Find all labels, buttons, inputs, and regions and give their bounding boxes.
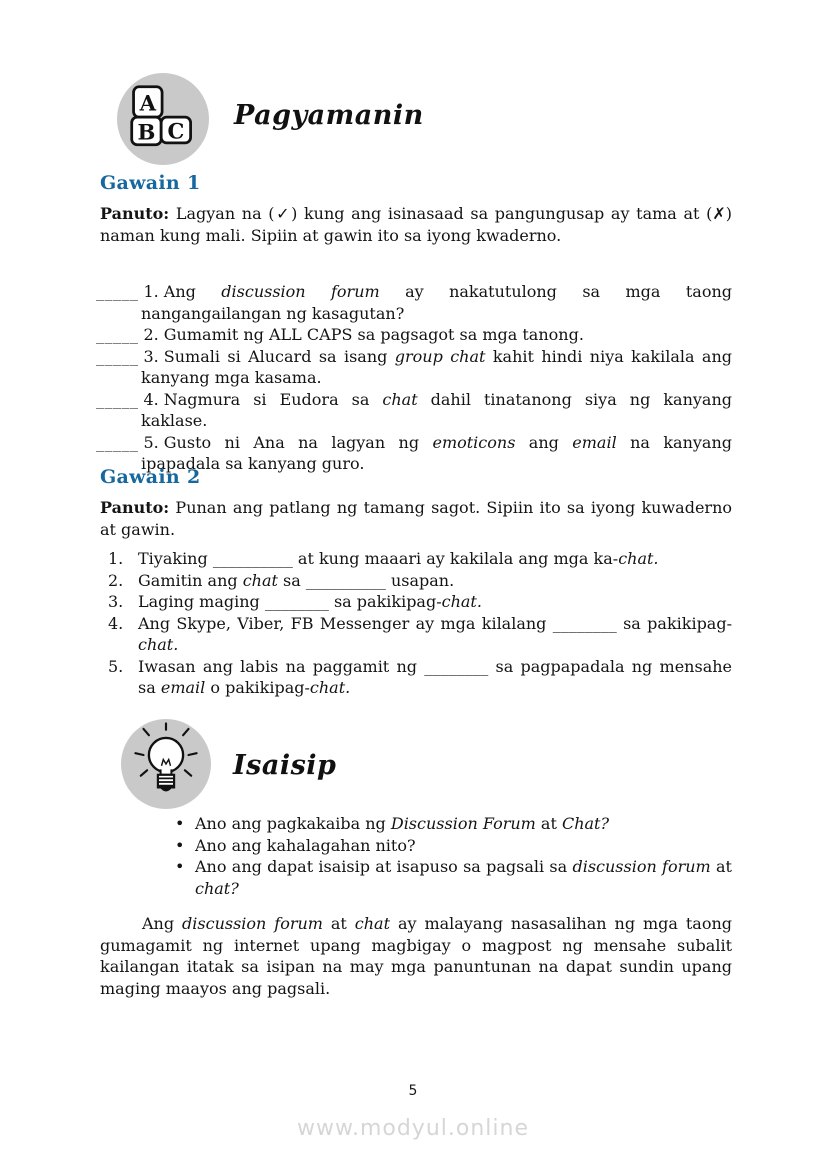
answer-blank: _____ — [96, 346, 139, 366]
answer-blank: _____ — [96, 389, 139, 409]
bullet-icon: • — [175, 814, 185, 833]
question-item — [100, 813, 732, 835]
section-title-isaisip: Isaisip — [233, 750, 337, 781]
item-text: Ang Skype, Viber, FB Messenger ay mga kilalang ________ sa pakikipag-chat. — [138, 613, 732, 654]
item-text: Sumali si Alucard sa isang group chat kahit hindi niya kakilala ang kanyang mga kasama. — [141, 346, 733, 387]
isaisip-question-list — [100, 813, 732, 899]
bullet-icon: • — [175, 835, 185, 855]
lightbulb-icon — [121, 719, 211, 809]
gawain-1-list — [96, 281, 732, 475]
question-item — [100, 835, 732, 857]
item-number: 5. — [143, 432, 159, 452]
question-text: Ano ang dapat isaisip at isapuso sa pagsali sa discussion forum at chat? — [195, 857, 732, 898]
abc-blocks-icon — [117, 73, 209, 165]
svg-text:A: A — [139, 90, 157, 116]
section-title-pagyamanin: Pagyamanin — [234, 100, 424, 131]
gawain-2-heading: Gawain 2 — [100, 466, 201, 488]
item-text: Iwasan ang labis na paggamit ng ________ sa pagpapadala ng mensahe sa email o pakikipag-chat. — [138, 656, 732, 697]
question-text: Ano ang pagkakaiba ng Discussion Forum at Chat? — [195, 814, 610, 833]
true-false-item — [96, 346, 732, 389]
bullet-icon: • — [175, 857, 185, 876]
item-number: 2. — [143, 325, 159, 344]
item-text: Nagmura si Eudora sa chat dahil tinatanong siya ng kanyang kaklase. — [141, 389, 732, 430]
fill-in-blank-item — [108, 591, 732, 613]
fill-in-blank-item — [108, 656, 732, 699]
item-text: Gamitin ang chat sa __________ usapan. — [138, 570, 455, 590]
item-number: 4. — [108, 613, 124, 633]
fill-in-blank-item — [108, 613, 732, 656]
svg-text:B: B — [137, 119, 156, 145]
item-text: Ang discussion forum ay nakatutulong sa mga taong nangangailangan ng kasagutan? — [141, 282, 733, 323]
true-false-item — [96, 324, 732, 346]
item-number: 4. — [143, 389, 159, 409]
answer-blank: _____ — [96, 325, 139, 344]
item-number: 5. — [108, 656, 124, 676]
answer-blank: _____ — [96, 432, 139, 452]
gawain-2-list — [108, 548, 732, 699]
closing-paragraph: Ang discussion forum at chat ay malayang nasasalihan ng mga taong gumagamit ng internet upang magbigay o magpost ng mensahe subalit kailangan itatak sa isipan na may mga panuntunan na dapat sundin upang maging maayos ang pagsali. — [100, 914, 733, 998]
true-false-item — [96, 389, 732, 432]
item-number: 1. — [108, 549, 124, 568]
gawain-1-instructions: Panuto: Lagyan na (✓) kung ang isinasaad sa pangungusap ay tama at (✗) naman kung mali. Sipiin at gawin ito sa iyong kwaderno. — [100, 204, 733, 245]
item-text: Gumamit ng ALL CAPS sa pagsagot sa mga tanong. — [163, 325, 584, 344]
item-number: 2. — [108, 570, 124, 590]
item-number: 3. — [143, 346, 159, 366]
answer-blank: _____ — [96, 282, 139, 301]
svg-text:C: C — [167, 118, 185, 144]
item-text: Gusto ni Ana na lagyan ng emoticons ang email na kanyang ipapadala sa kanyang guro. — [141, 432, 732, 473]
true-false-item — [96, 281, 732, 324]
item-text: Laging maging ________ sa pakikipag-chat. — [138, 592, 482, 611]
item-number: 3. — [108, 592, 124, 611]
fill-in-blank-item — [108, 570, 732, 592]
fill-in-blank-item — [108, 548, 732, 570]
item-text: Tiyaking __________ at kung maaari ay kakilala ang mga ka-chat. — [138, 549, 659, 568]
gawain-1-heading: Gawain 1 — [100, 172, 201, 194]
question-item — [100, 856, 732, 899]
item-number: 1. — [143, 282, 159, 301]
gawain-2-instructions: Panuto: Punan ang patlang ng tamang sagot. Sipiin ito sa iyong kuwaderno at gawin. — [100, 498, 732, 539]
page-number: 5 — [408, 1083, 418, 1099]
question-text: Ano ang kahalagahan nito? — [195, 835, 416, 855]
watermark-text: www.modyul.online — [297, 1116, 529, 1141]
